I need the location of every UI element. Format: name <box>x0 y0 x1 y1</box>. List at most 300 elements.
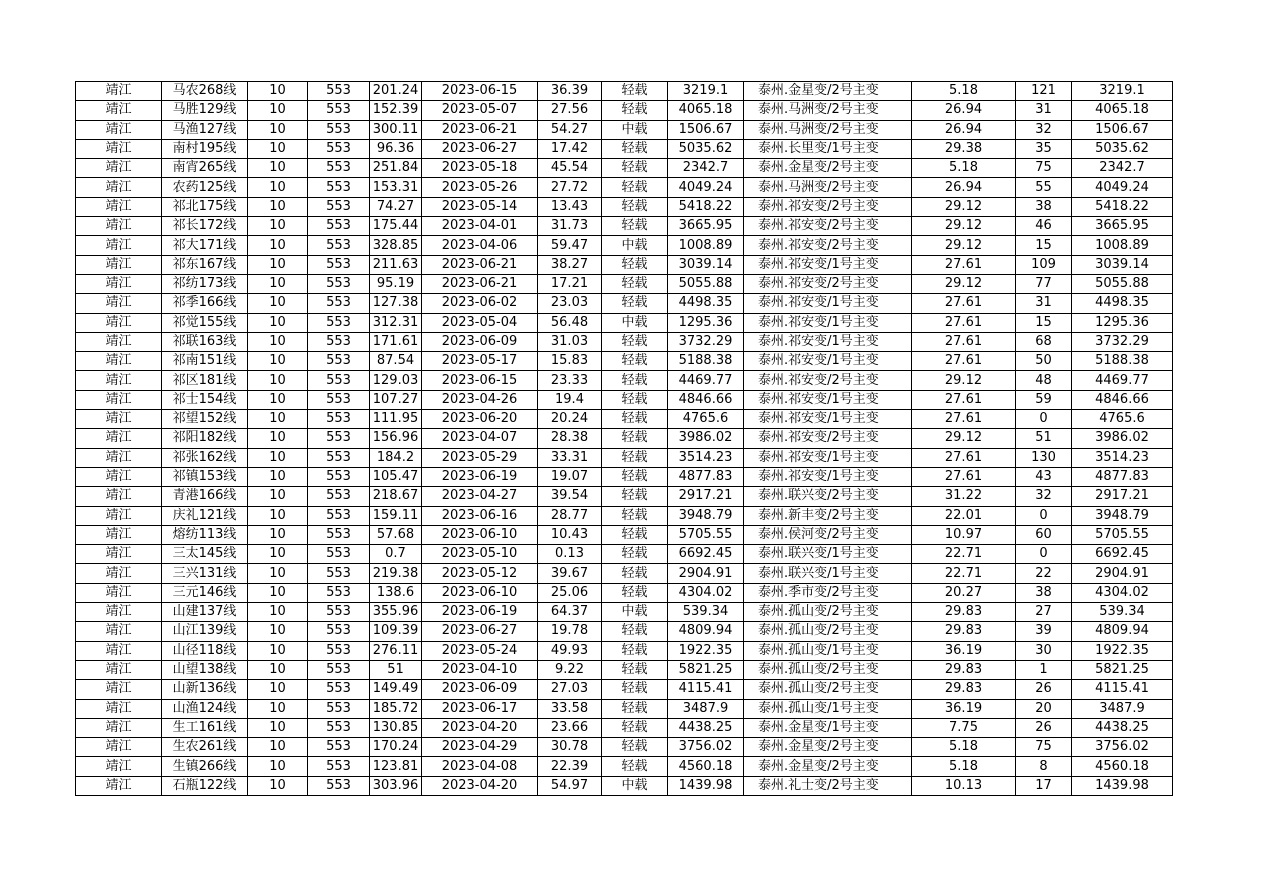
line-name-cell: 祁区181线 <box>162 371 248 390</box>
load-cell: 201.24 <box>370 82 422 101</box>
available-cell: 1439.98 <box>1072 776 1173 795</box>
capacity-cell: 553 <box>308 506 370 525</box>
table-row <box>76 236 1173 255</box>
district-cell: 靖江 <box>76 82 162 101</box>
available-cell: 1506.67 <box>1072 120 1173 139</box>
margin-cell: 2342.7 <box>668 159 744 178</box>
count-cell: 68 <box>1016 332 1072 351</box>
voltage-cell: 10 <box>248 352 308 371</box>
available-cell: 4765.6 <box>1072 410 1173 429</box>
substation-cell: 泰州.季市变/2号主变 <box>744 583 912 602</box>
voltage-cell: 10 <box>248 506 308 525</box>
line-name-cell: 祁长172线 <box>162 217 248 236</box>
available-cell: 3665.95 <box>1072 217 1173 236</box>
table-row <box>76 738 1173 757</box>
load-cell: 96.36 <box>370 139 422 158</box>
date-cell: 2023-04-29 <box>422 738 538 757</box>
margin-cell: 6692.45 <box>668 545 744 564</box>
capacity-cell: 553 <box>308 525 370 544</box>
load-rate-cell: 45.54 <box>538 159 602 178</box>
table-row <box>76 660 1173 679</box>
margin-cell: 1439.98 <box>668 776 744 795</box>
date-cell: 2023-04-20 <box>422 718 538 737</box>
date-cell: 2023-04-08 <box>422 757 538 776</box>
transformer-rate-cell: 27.61 <box>912 313 1016 332</box>
substation-cell: 泰州.孤山变/1号主变 <box>744 641 912 660</box>
table-row <box>76 467 1173 486</box>
load-cell: 111.95 <box>370 410 422 429</box>
substation-cell: 泰州.新丰变/2号主变 <box>744 506 912 525</box>
count-cell: 77 <box>1016 274 1072 293</box>
district-cell: 靖江 <box>76 352 162 371</box>
load-rate-cell: 0.13 <box>538 545 602 564</box>
load-status-cell: 轻载 <box>602 564 668 583</box>
load-rate-cell: 31.03 <box>538 332 602 351</box>
available-cell: 5055.88 <box>1072 274 1173 293</box>
load-cell: 303.96 <box>370 776 422 795</box>
available-cell: 5188.38 <box>1072 352 1173 371</box>
transformer-rate-cell: 27.61 <box>912 467 1016 486</box>
district-cell: 靖江 <box>76 429 162 448</box>
table-row <box>76 332 1173 351</box>
load-cell: 184.2 <box>370 448 422 467</box>
count-cell: 60 <box>1016 525 1072 544</box>
load-cell: 107.27 <box>370 390 422 409</box>
line-name-cell: 祁望152线 <box>162 410 248 429</box>
table-row <box>76 390 1173 409</box>
margin-cell: 5705.55 <box>668 525 744 544</box>
margin-cell: 3665.95 <box>668 217 744 236</box>
voltage-cell: 10 <box>248 545 308 564</box>
load-status-cell: 轻载 <box>602 332 668 351</box>
available-cell: 4469.77 <box>1072 371 1173 390</box>
table-row <box>76 757 1173 776</box>
count-cell: 27 <box>1016 603 1072 622</box>
substation-cell: 泰州.马洲变/2号主变 <box>744 178 912 197</box>
capacity-cell: 553 <box>308 139 370 158</box>
district-cell: 靖江 <box>76 525 162 544</box>
substation-cell: 泰州.祁安变/1号主变 <box>744 352 912 371</box>
date-cell: 2023-06-09 <box>422 680 538 699</box>
load-status-cell: 中载 <box>602 603 668 622</box>
line-name-cell: 青港166线 <box>162 487 248 506</box>
load-status-cell: 轻载 <box>602 82 668 101</box>
table-row <box>76 178 1173 197</box>
transformer-rate-cell: 31.22 <box>912 487 1016 506</box>
load-rate-cell: 19.07 <box>538 467 602 486</box>
transformer-rate-cell: 26.94 <box>912 178 1016 197</box>
available-cell: 2904.91 <box>1072 564 1173 583</box>
voltage-cell: 10 <box>248 622 308 641</box>
date-cell: 2023-06-10 <box>422 583 538 602</box>
transformer-rate-cell: 26.94 <box>912 120 1016 139</box>
voltage-cell: 10 <box>248 120 308 139</box>
load-rate-cell: 23.66 <box>538 718 602 737</box>
count-cell: 15 <box>1016 236 1072 255</box>
load-rate-cell: 10.43 <box>538 525 602 544</box>
margin-cell: 3514.23 <box>668 448 744 467</box>
capacity-cell: 553 <box>308 236 370 255</box>
available-cell: 3732.29 <box>1072 332 1173 351</box>
line-name-cell: 马胜129线 <box>162 101 248 120</box>
load-status-cell: 中载 <box>602 120 668 139</box>
district-cell: 靖江 <box>76 564 162 583</box>
load-cell: 355.96 <box>370 603 422 622</box>
available-cell: 3219.1 <box>1072 82 1173 101</box>
available-cell: 3986.02 <box>1072 429 1173 448</box>
load-cell: 153.31 <box>370 178 422 197</box>
load-rate-cell: 27.56 <box>538 101 602 120</box>
margin-cell: 4469.77 <box>668 371 744 390</box>
voltage-cell: 10 <box>248 274 308 293</box>
date-cell: 2023-04-20 <box>422 776 538 795</box>
load-rate-cell: 27.72 <box>538 178 602 197</box>
load-cell: 219.38 <box>370 564 422 583</box>
available-cell: 4438.25 <box>1072 718 1173 737</box>
load-rate-cell: 19.4 <box>538 390 602 409</box>
load-status-cell: 中载 <box>602 313 668 332</box>
load-rate-cell: 23.33 <box>538 371 602 390</box>
count-cell: 109 <box>1016 255 1072 274</box>
available-cell: 3039.14 <box>1072 255 1173 274</box>
transformer-rate-cell: 7.75 <box>912 718 1016 737</box>
count-cell: 0 <box>1016 545 1072 564</box>
district-cell: 靖江 <box>76 699 162 718</box>
substation-cell: 泰州.孤山变/2号主变 <box>744 622 912 641</box>
load-cell: 171.61 <box>370 332 422 351</box>
date-cell: 2023-06-19 <box>422 467 538 486</box>
date-cell: 2023-04-10 <box>422 660 538 679</box>
capacity-cell: 553 <box>308 776 370 795</box>
load-rate-cell: 54.97 <box>538 776 602 795</box>
substation-cell: 泰州.祁安变/2号主变 <box>744 236 912 255</box>
transformer-rate-cell: 29.83 <box>912 603 1016 622</box>
load-cell: 218.67 <box>370 487 422 506</box>
load-rate-cell: 23.03 <box>538 294 602 313</box>
voltage-cell: 10 <box>248 390 308 409</box>
available-cell: 4115.41 <box>1072 680 1173 699</box>
available-cell: 6692.45 <box>1072 545 1173 564</box>
line-name-cell: 三太145线 <box>162 545 248 564</box>
date-cell: 2023-05-04 <box>422 313 538 332</box>
available-cell: 1922.35 <box>1072 641 1173 660</box>
date-cell: 2023-05-18 <box>422 159 538 178</box>
count-cell: 17 <box>1016 776 1072 795</box>
load-status-cell: 轻载 <box>602 178 668 197</box>
line-name-cell: 山江139线 <box>162 622 248 641</box>
district-cell: 靖江 <box>76 660 162 679</box>
load-rate-cell: 25.06 <box>538 583 602 602</box>
district-cell: 靖江 <box>76 641 162 660</box>
available-cell: 2342.7 <box>1072 159 1173 178</box>
count-cell: 46 <box>1016 217 1072 236</box>
table-row <box>76 352 1173 371</box>
transformer-rate-cell: 20.27 <box>912 583 1016 602</box>
load-status-cell: 中载 <box>602 236 668 255</box>
voltage-cell: 10 <box>248 583 308 602</box>
count-cell: 15 <box>1016 313 1072 332</box>
table-row <box>76 680 1173 699</box>
load-status-cell: 中载 <box>602 776 668 795</box>
district-cell: 靖江 <box>76 101 162 120</box>
count-cell: 1 <box>1016 660 1072 679</box>
available-cell: 3948.79 <box>1072 506 1173 525</box>
load-status-cell: 轻载 <box>602 448 668 467</box>
table-row <box>76 776 1173 795</box>
margin-cell: 3219.1 <box>668 82 744 101</box>
load-cell: 175.44 <box>370 217 422 236</box>
load-status-cell: 轻载 <box>602 487 668 506</box>
line-name-cell: 祁东167线 <box>162 255 248 274</box>
margin-cell: 4846.66 <box>668 390 744 409</box>
date-cell: 2023-05-29 <box>422 448 538 467</box>
capacity-cell: 553 <box>308 390 370 409</box>
district-cell: 靖江 <box>76 255 162 274</box>
margin-cell: 4560.18 <box>668 757 744 776</box>
count-cell: 75 <box>1016 159 1072 178</box>
substation-cell: 泰州.礼士变/2号主变 <box>744 776 912 795</box>
transformer-rate-cell: 27.61 <box>912 448 1016 467</box>
date-cell: 2023-06-02 <box>422 294 538 313</box>
voltage-cell: 10 <box>248 332 308 351</box>
substation-cell: 泰州.孤山变/1号主变 <box>744 699 912 718</box>
load-status-cell: 轻载 <box>602 294 668 313</box>
voltage-cell: 10 <box>248 371 308 390</box>
substation-cell: 泰州.长里变/1号主变 <box>744 139 912 158</box>
table-row <box>76 622 1173 641</box>
load-rate-cell: 31.73 <box>538 217 602 236</box>
district-cell: 靖江 <box>76 313 162 332</box>
capacity-cell: 553 <box>308 467 370 486</box>
load-cell: 312.31 <box>370 313 422 332</box>
load-status-cell: 轻载 <box>602 757 668 776</box>
available-cell: 3487.9 <box>1072 699 1173 718</box>
load-rate-cell: 13.43 <box>538 197 602 216</box>
date-cell: 2023-06-21 <box>422 255 538 274</box>
date-cell: 2023-06-21 <box>422 274 538 293</box>
capacity-cell: 553 <box>308 197 370 216</box>
load-rate-cell: 22.39 <box>538 757 602 776</box>
transformer-rate-cell: 36.19 <box>912 641 1016 660</box>
count-cell: 38 <box>1016 583 1072 602</box>
capacity-cell: 553 <box>308 255 370 274</box>
margin-cell: 4498.35 <box>668 294 744 313</box>
substation-cell: 泰州.孤山变/2号主变 <box>744 660 912 679</box>
line-name-cell: 农药125线 <box>162 178 248 197</box>
load-status-cell: 轻载 <box>602 217 668 236</box>
substation-cell: 泰州.祁安变/2号主变 <box>744 429 912 448</box>
capacity-cell: 553 <box>308 371 370 390</box>
table-row <box>76 120 1173 139</box>
line-name-cell: 马渔127线 <box>162 120 248 139</box>
available-cell: 4065.18 <box>1072 101 1173 120</box>
date-cell: 2023-05-12 <box>422 564 538 583</box>
margin-cell: 4765.6 <box>668 410 744 429</box>
load-cell: 170.24 <box>370 738 422 757</box>
date-cell: 2023-06-09 <box>422 332 538 351</box>
voltage-cell: 10 <box>248 429 308 448</box>
voltage-cell: 10 <box>248 236 308 255</box>
count-cell: 0 <box>1016 506 1072 525</box>
available-cell: 1295.36 <box>1072 313 1173 332</box>
line-name-cell: 马农268线 <box>162 82 248 101</box>
table-body <box>76 82 1173 796</box>
capacity-cell: 553 <box>308 429 370 448</box>
district-cell: 靖江 <box>76 545 162 564</box>
available-cell: 1008.89 <box>1072 236 1173 255</box>
district-cell: 靖江 <box>76 197 162 216</box>
line-name-cell: 祁联163线 <box>162 332 248 351</box>
district-cell: 靖江 <box>76 159 162 178</box>
voltage-cell: 10 <box>248 217 308 236</box>
available-cell: 4498.35 <box>1072 294 1173 313</box>
margin-cell: 3986.02 <box>668 429 744 448</box>
transformer-rate-cell: 36.19 <box>912 699 1016 718</box>
table-row <box>76 410 1173 429</box>
transformer-rate-cell: 5.18 <box>912 82 1016 101</box>
line-name-cell: 三兴131线 <box>162 564 248 583</box>
date-cell: 2023-06-27 <box>422 622 538 641</box>
margin-cell: 4304.02 <box>668 583 744 602</box>
voltage-cell: 10 <box>248 197 308 216</box>
count-cell: 26 <box>1016 680 1072 699</box>
count-cell: 55 <box>1016 178 1072 197</box>
substation-cell: 泰州.祁安变/1号主变 <box>744 332 912 351</box>
substation-cell: 泰州.侯河变/2号主变 <box>744 525 912 544</box>
line-name-cell: 祁士154线 <box>162 390 248 409</box>
transformer-rate-cell: 29.12 <box>912 217 1016 236</box>
substation-cell: 泰州.祁安变/2号主变 <box>744 274 912 293</box>
margin-cell: 3948.79 <box>668 506 744 525</box>
voltage-cell: 10 <box>248 660 308 679</box>
substation-cell: 泰州.金星变/2号主变 <box>744 159 912 178</box>
margin-cell: 539.34 <box>668 603 744 622</box>
available-cell: 4304.02 <box>1072 583 1173 602</box>
district-cell: 靖江 <box>76 139 162 158</box>
table-row <box>76 603 1173 622</box>
substation-cell: 泰州.祁安变/1号主变 <box>744 390 912 409</box>
margin-cell: 3039.14 <box>668 255 744 274</box>
district-cell: 靖江 <box>76 294 162 313</box>
capacity-cell: 553 <box>308 603 370 622</box>
load-status-cell: 轻载 <box>602 506 668 525</box>
substation-cell: 泰州.联兴变/1号主变 <box>744 564 912 583</box>
substation-cell: 泰州.金星变/2号主变 <box>744 82 912 101</box>
voltage-cell: 10 <box>248 139 308 158</box>
substation-cell: 泰州.马洲变/2号主变 <box>744 120 912 139</box>
transformer-rate-cell: 22.71 <box>912 564 1016 583</box>
available-cell: 539.34 <box>1072 603 1173 622</box>
line-name-cell: 祁纺173线 <box>162 274 248 293</box>
margin-cell: 5035.62 <box>668 139 744 158</box>
table-row <box>76 718 1173 737</box>
capacity-cell: 553 <box>308 332 370 351</box>
substation-cell: 泰州.祁安变/1号主变 <box>744 448 912 467</box>
transformer-rate-cell: 22.01 <box>912 506 1016 525</box>
count-cell: 38 <box>1016 197 1072 216</box>
table-row <box>76 294 1173 313</box>
load-cell: 328.85 <box>370 236 422 255</box>
capacity-cell: 553 <box>308 217 370 236</box>
date-cell: 2023-05-24 <box>422 641 538 660</box>
load-cell: 51 <box>370 660 422 679</box>
substation-cell: 泰州.祁安变/1号主变 <box>744 255 912 274</box>
transformer-rate-cell: 29.12 <box>912 236 1016 255</box>
line-name-cell: 生农261线 <box>162 738 248 757</box>
substation-cell: 泰州.祁安变/1号主变 <box>744 410 912 429</box>
load-status-cell: 轻载 <box>602 467 668 486</box>
line-name-cell: 祁张162线 <box>162 448 248 467</box>
available-cell: 4809.94 <box>1072 622 1173 641</box>
voltage-cell: 10 <box>248 564 308 583</box>
margin-cell: 4065.18 <box>668 101 744 120</box>
available-cell: 5418.22 <box>1072 197 1173 216</box>
date-cell: 2023-05-10 <box>422 545 538 564</box>
load-rate-cell: 15.83 <box>538 352 602 371</box>
voltage-cell: 10 <box>248 757 308 776</box>
date-cell: 2023-05-07 <box>422 101 538 120</box>
district-cell: 靖江 <box>76 217 162 236</box>
load-rate-cell: 20.24 <box>538 410 602 429</box>
capacity-cell: 553 <box>308 159 370 178</box>
count-cell: 130 <box>1016 448 1072 467</box>
date-cell: 2023-04-26 <box>422 390 538 409</box>
count-cell: 32 <box>1016 120 1072 139</box>
margin-cell: 4049.24 <box>668 178 744 197</box>
margin-cell: 2917.21 <box>668 487 744 506</box>
count-cell: 32 <box>1016 487 1072 506</box>
substation-cell: 泰州.马洲变/2号主变 <box>744 101 912 120</box>
table-row <box>76 101 1173 120</box>
data-table <box>75 81 1173 796</box>
load-cell: 87.54 <box>370 352 422 371</box>
available-cell: 4049.24 <box>1072 178 1173 197</box>
line-name-cell: 山建137线 <box>162 603 248 622</box>
voltage-cell: 10 <box>248 776 308 795</box>
load-cell: 95.19 <box>370 274 422 293</box>
load-cell: 130.85 <box>370 718 422 737</box>
transformer-rate-cell: 5.18 <box>912 159 1016 178</box>
load-status-cell: 轻载 <box>602 139 668 158</box>
voltage-cell: 10 <box>248 82 308 101</box>
table-row <box>76 313 1173 332</box>
line-name-cell: 三元146线 <box>162 583 248 602</box>
table-row <box>76 139 1173 158</box>
district-cell: 靖江 <box>76 467 162 486</box>
date-cell: 2023-06-10 <box>422 525 538 544</box>
available-cell: 3514.23 <box>1072 448 1173 467</box>
load-rate-cell: 39.67 <box>538 564 602 583</box>
table-row <box>76 699 1173 718</box>
capacity-cell: 553 <box>308 274 370 293</box>
available-cell: 5035.62 <box>1072 139 1173 158</box>
transformer-rate-cell: 27.61 <box>912 294 1016 313</box>
district-cell: 靖江 <box>76 371 162 390</box>
capacity-cell: 553 <box>308 545 370 564</box>
margin-cell: 5821.25 <box>668 660 744 679</box>
date-cell: 2023-05-14 <box>422 197 538 216</box>
transformer-rate-cell: 27.61 <box>912 390 1016 409</box>
capacity-cell: 553 <box>308 564 370 583</box>
district-cell: 靖江 <box>76 738 162 757</box>
voltage-cell: 10 <box>248 680 308 699</box>
date-cell: 2023-06-27 <box>422 139 538 158</box>
load-cell: 159.11 <box>370 506 422 525</box>
capacity-cell: 553 <box>308 120 370 139</box>
load-rate-cell: 36.39 <box>538 82 602 101</box>
capacity-cell: 553 <box>308 487 370 506</box>
margin-cell: 4115.41 <box>668 680 744 699</box>
